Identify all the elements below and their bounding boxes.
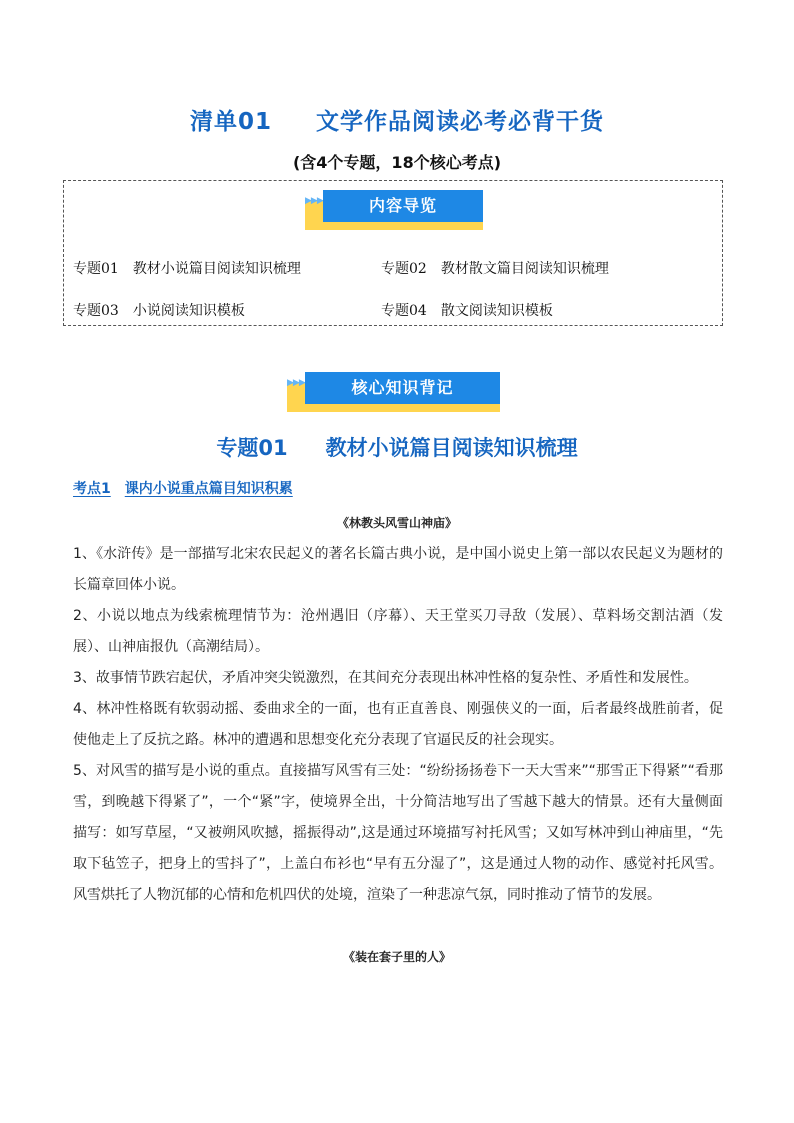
arrow-decoration-icon: ▶▶▶ [287,378,305,388]
title-label: 清单01 [189,109,272,135]
page-subtitle: (含4个专题，18个核心考点) [292,153,502,172]
paragraph: 2、小说以地点为线索梳理情节为：沧州遇旧（序幕）、天王堂买刀寻敌（发展）、草料场交割沽酒（发展）、山神庙报仇（高潮结局）。 [73,608,723,655]
book-title-taozi: 《装在套子里的人》 [342,950,451,964]
topic-heading: 专题01 教材小说篇目阅读知识梳理 [216,436,578,460]
book1-body [73,539,723,911]
core-banner [287,372,500,416]
toc-item-topic-04[interactable]: 专题04 散文阅读知识模板 [381,303,553,319]
book-title-lin-jiaotou: 《林教头风雪山神庙》 [336,516,457,530]
paragraph: 1、《水浒传》是一部描写北宋农民起义的著名长篇古典小说，是中国小说史上第一部以农民起义为题材的长篇章回体小说。 [73,546,723,593]
paragraph: 5、对风雪的描写是小说的重点。直接描写风雪有三处：“纷纷扬扬卷下一天大雪来”“那雪正下得紧”“看那雪，到晚越下得紧了”，一个“紧”字，使境界全出，十分简洁地写出了雪越下越大的情景。还有大量侧面描写：如写草屋，“又被朔风吹撼，摇振得动”,这是通过环境描写衬托风雪；又如写林冲到山神庙里，“先取下毡笠子，把身上的雪抖了”，上盖白布衫也“早有五分湿了”，这是通过人物的动作、感觉衬托风雪。风雪烘托了人物沉郁的心情和危机四伏的处境，渲染了一种悲凉气氛，同时推动了情节的发展。 [73,763,723,903]
paragraph: 3、故事情节跌宕起伏，矛盾冲突尖锐激烈，在其间充分表现出林冲性格的复杂性、矛盾性和发展性。 [73,670,698,686]
kaodian-heading: 考点1 课内小说重点篇目知识积累 [73,481,293,497]
toc-banner-label: 内容导览 [323,190,483,222]
core-banner-label: 核心知识背记 [305,372,500,404]
toc-banner [305,190,483,234]
toc-item-topic-01[interactable]: 专题01 教材小说篇目阅读知识梳理 [73,261,301,277]
toc-item-topic-02[interactable]: 专题02 教材散文篇目阅读知识梳理 [381,261,609,277]
paragraph: 4、林冲性格既有软弱动摇、委曲求全的一面，也有正直善良、刚强侠义的一面，后者最终战胜前者，促使他走上了反抗之路。林冲的遭遇和思想变化充分表现了官逼民反的社会现实。 [73,701,723,748]
title-text: 文学作品阅读必考必背干货 [316,109,605,135]
page-title [0,103,794,136]
toc-item-topic-03[interactable]: 专题03 小说阅读知识模板 [73,303,245,319]
arrow-decoration-icon: ▶▶▶ [305,196,323,206]
